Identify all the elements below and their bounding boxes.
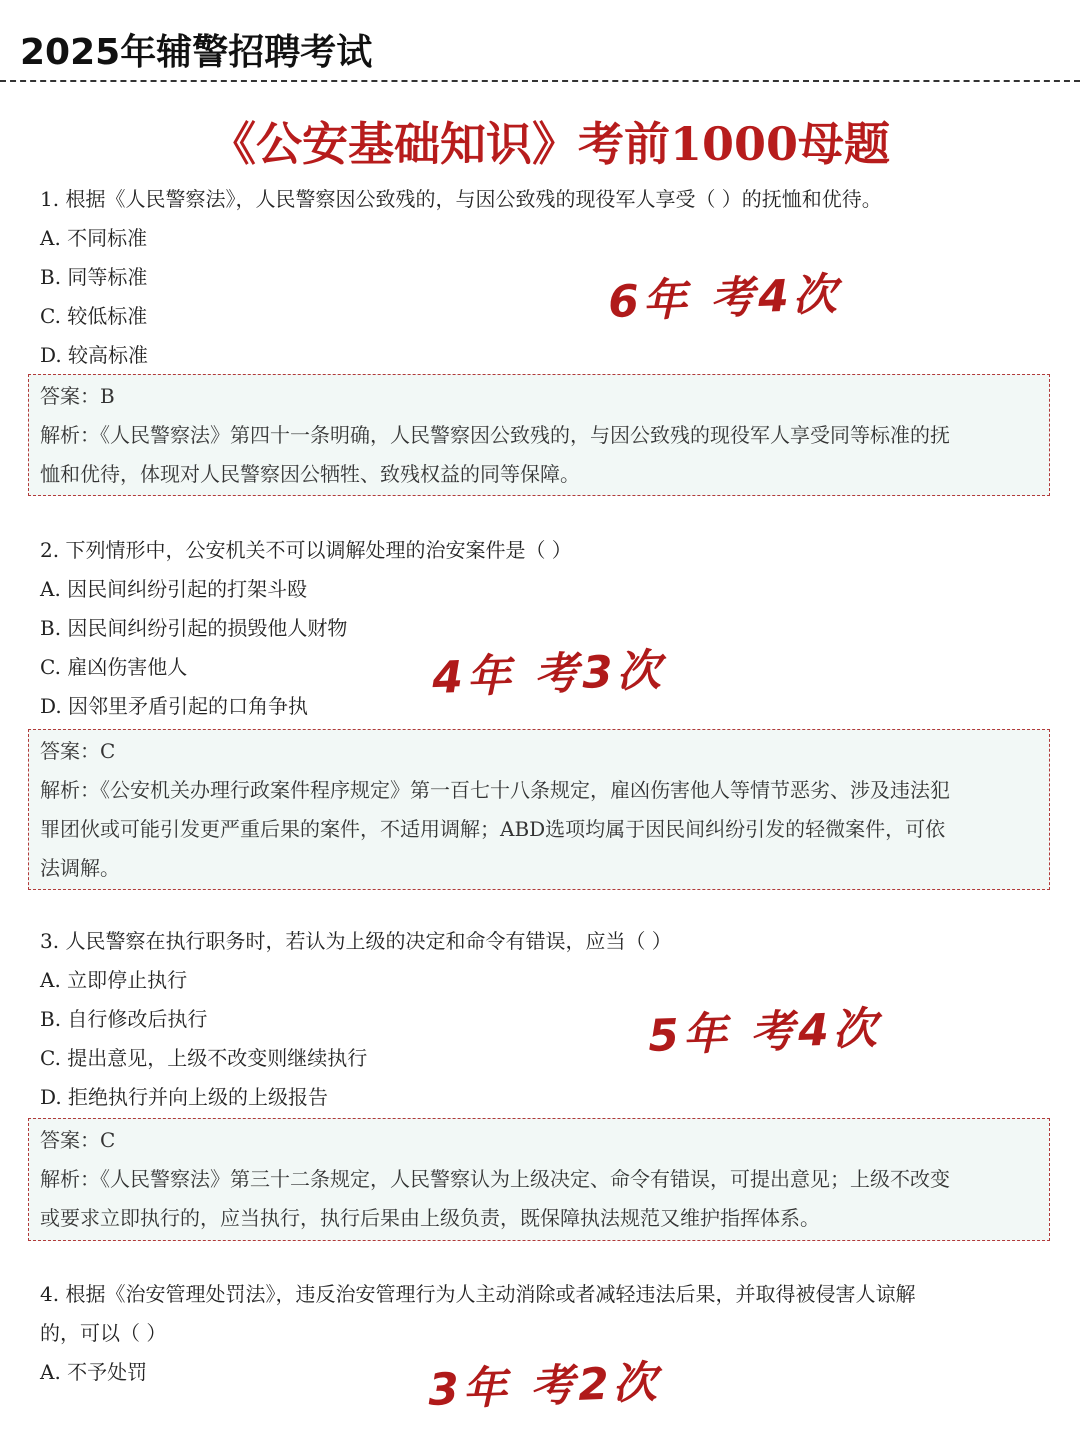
question-1-frequency-note: 6年 考4次: [607, 268, 842, 329]
question-2-frequency-note: 4年 考3次: [431, 644, 666, 705]
question-2-stem: 2. 下列情形中，公安机关不可以调解处理的治安案件是（ ）: [40, 538, 572, 562]
question-3-option-b: B. 自行修改后执行: [40, 1007, 208, 1031]
header-divider: [0, 80, 1080, 82]
question-2-analysis-line-3: 法调解。: [40, 856, 120, 880]
question-3-answer: 答案：C: [40, 1128, 116, 1152]
question-2-option-b: B. 因民间纠纷引起的损毁他人财物: [40, 616, 348, 640]
question-3-option-a: A. 立即停止执行: [40, 968, 188, 992]
question-4-option-a: A. 不予处罚: [40, 1360, 148, 1384]
question-1-option-a: A. 不同标准: [40, 226, 148, 250]
question-1-analysis-line-2: 恤和优待，体现对人民警察因公牺牲、致残权益的同等保障。: [40, 462, 580, 486]
question-1-option-c: C. 较低标准: [40, 304, 148, 328]
question-3-option-c: C. 提出意见，上级不改变则继续执行: [40, 1046, 368, 1070]
question-3: [40, 922, 1050, 1117]
question-2-option-d: D. 因邻里矛盾引起的口角争执: [40, 694, 309, 718]
question-3-analysis-line-2: 或要求立即执行的，应当执行，执行后果由上级负责，既保障执法规范又维护指挥体系。: [40, 1206, 820, 1230]
question-4-stem-line-1: 4. 根据《治安管理处罚法》，违反治安管理行为人主动消除或者减轻违法后果，并取得被侵害人谅解: [40, 1282, 916, 1306]
question-1-answer: 答案：B: [40, 384, 115, 408]
document-title: 《公安基础知识》考前1000母题: [209, 117, 891, 171]
header-title: 2025年辅警招聘考试: [20, 32, 373, 73]
question-4-frequency-note: 3年 考2次: [427, 1356, 662, 1417]
question-2-answer: 答案：C: [40, 739, 116, 763]
question-3-stem: 3. 人民警察在执行职务时，若认为上级的决定和命令有错误，应当（ ）: [40, 929, 672, 953]
question-3-answer-box: [28, 1118, 1050, 1241]
question-1: [40, 180, 1050, 375]
question-1-option-d: D. 较高标准: [40, 343, 149, 367]
question-2-analysis-line-1: 解析：《公安机关办理行政案件程序规定》第一百七十八条规定，雇凶伤害他人等情节恶劣、涉及违法犯: [40, 778, 950, 802]
question-2-option-a: A. 因民间纠纷引起的打架斗殴: [40, 577, 308, 601]
question-3-analysis-line-1: 解析：《人民警察法》第三十二条规定，人民警察认为上级决定、命令有错误，可提出意见；上级不改变: [40, 1167, 950, 1191]
question-1-answer-box: [28, 374, 1050, 496]
question-2-answer-box: [28, 729, 1050, 890]
question-1-option-b: B. 同等标准: [40, 265, 148, 289]
question-4-stem-line-2: 的，可以（ ）: [40, 1321, 167, 1345]
question-2-analysis-line-2: 罪团伙或可能引发更严重后果的案件，不适用调解；ABD选项均属于因民间纠纷引发的轻微案件，可依: [40, 817, 946, 841]
question-3-frequency-note: 5年 考4次: [647, 1002, 882, 1063]
page-header: [0, 0, 1080, 84]
question-2-option-c: C. 雇凶伤害他人: [40, 655, 188, 679]
question-3-option-d: D. 拒绝执行并向上级的上级报告: [40, 1085, 329, 1109]
question-1-analysis-line-1: 解析：《人民警察法》第四十一条明确，人民警察因公致残的，与因公致残的现役军人享受同等标准的抚: [40, 423, 950, 447]
question-1-stem: 1. 根据《人民警察法》，人民警察因公致残的，与因公致残的现役军人享受（ ）的抚恤和优待。: [40, 187, 882, 211]
